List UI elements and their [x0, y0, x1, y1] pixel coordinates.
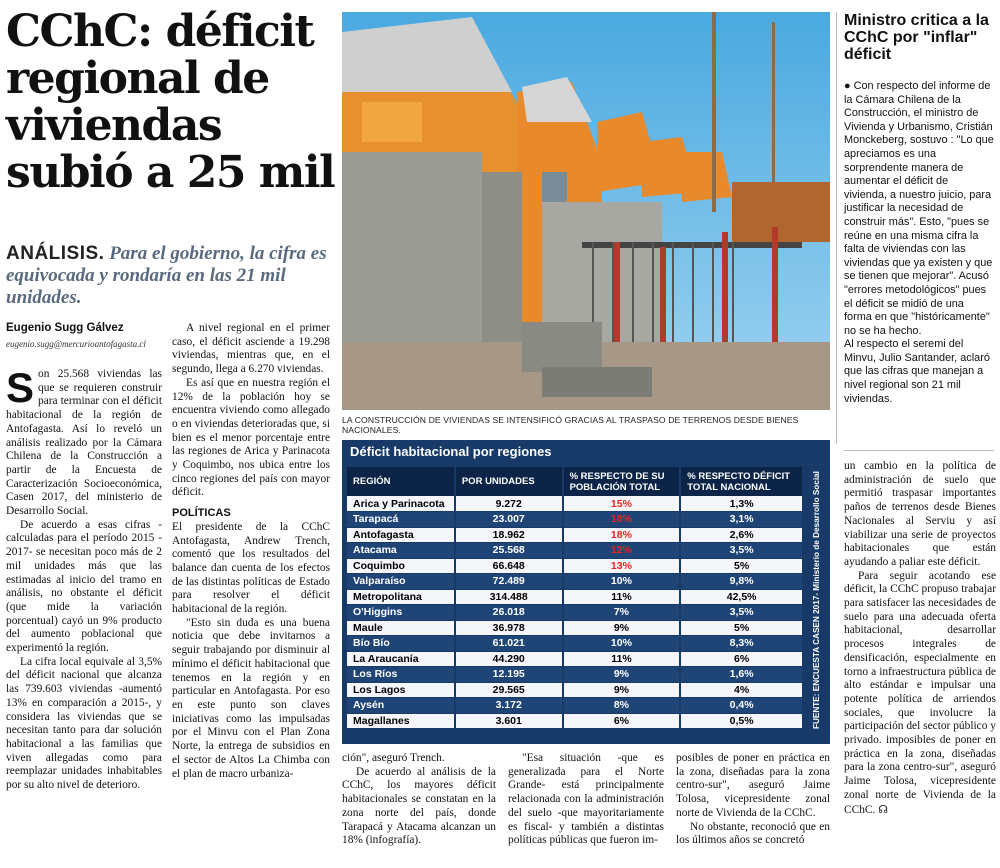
table-cell: 8,3% [680, 636, 803, 652]
table-row [347, 558, 803, 574]
paragraph: El presidente de la CChC Antofagasta, Andrew Trench, comentó que los resultados del balance dan cuenta de los efectos de las distintas políticas de Estado para resolver el déficit habitacional de la región. [172, 520, 330, 616]
table-cell: Magallanes [347, 713, 455, 729]
bullet-icon: ● [844, 80, 851, 92]
table-cell: 25.568 [455, 543, 563, 559]
table-row [347, 512, 803, 528]
drop-cap: S [6, 364, 35, 411]
deficit-table [347, 467, 804, 729]
table-row [347, 682, 803, 698]
table-cell: Arica y Parinacota [347, 496, 455, 512]
deck-label: ANÁLISIS. [6, 243, 105, 264]
sidebar-body [844, 80, 994, 406]
table-cell: Aysén [347, 698, 455, 714]
table-cell: 3,1% [680, 512, 803, 528]
divider [844, 450, 994, 451]
table-row [347, 589, 803, 605]
table-cell: 9,8% [680, 574, 803, 590]
table-row [347, 667, 803, 683]
table-cell: 9% [563, 667, 681, 683]
table-row [347, 605, 803, 621]
table-cell: 7% [563, 605, 681, 621]
table-cell: 5% [680, 558, 803, 574]
deck-text: Para el gobierno, la cifra es equivocada y rondaría en las 21 mil unidades. [6, 243, 327, 308]
table-cell: 12% [563, 543, 681, 559]
table-row [347, 620, 803, 636]
paragraph: on 25.568 viviendas las que se requieren construir para terminar con el déficit habitacional de la región de Antofagasta. Así lo reveló un análisis realizado por la Cámara Chilena de la Construcción a partir de la Encuesta de Caracterización Socioeconómica, Casen 2017, del ministerio de Desarrollo Social. [6, 368, 162, 518]
column-2 [172, 322, 330, 781]
table-cell: 23.007 [455, 512, 563, 528]
sidebar-paragraph: Con respecto del informe de la Cámara Chilena de la Construcción, el ministro de Vivienda y Urbanismo, Cristián Monckeberg, sostuvo : "Lo que apreciamos es una sorprendente manera de aumentar el déficit de vivienda, a nuestro juicio, para justificar la necesidad de construir más". Esto, "pues se reúne en una misma cifra la falta de viviendas con las viviendas que ya existen y que se tienen que mejorar". Acusó "errores metodológicos" pues el déficit se midió de una forma en que "históricamente" no se ha hecho. [844, 80, 994, 337]
table-cell: 3,5% [680, 543, 803, 559]
table-row [347, 543, 803, 559]
table-header-row [347, 467, 803, 496]
table-header: REGIÓN [347, 467, 455, 496]
paragraph: La cifra local equivale al 3,5% del déficit nacional que alcanza las 739.603 viviendas -aumentó 13% en comparación a 2015-, y considera las viviendas que se necesitan tanto para dar solución habitacional a las familias que viven allegadas como para reemplazar unidades inhabitables por su alto nivel de deterioro. [6, 655, 162, 792]
table-cell: 11% [563, 589, 681, 605]
table-cell: 42,5% [680, 589, 803, 605]
paragraph: "Esto sin duda es una buena noticia que debe invitarnos a seguir trabajando por disminuir al mínimo el déficit habitacional que tenemos en la región y en particular en Antofagasta. Por eso en este punto son claves iniciativas como las impulsadas por el Minvu con el Plan Zona Norte, la entrega de subsidios en el sector de Altos La Chimba con el plan de macro urbaniza- [172, 616, 330, 780]
paragraph: A nivel regional en el primer caso, el déficit asciende a 19.298 viviendas, mientras que, en el segundo, llega a 6.270 viviendas. [172, 322, 330, 376]
table-cell: Antofagasta [347, 527, 455, 543]
table-cell: 1,6% [680, 667, 803, 683]
paragraph: ción", aseguró Trench. [342, 752, 445, 764]
paragraph: Para seguir acotando ese déficit, la CChC propuso trabajar para satisfacer las necesidades de suelo para una adecuada oferta habitacional, desarrollar procesos integrales de densificación, especialmente en torno a infraestructura pública de alto estándar e impulsar una potente política de arriendos sociales, que involucre la participación del sector público y privado. imposibles de poner en práctica en la zona, diseñadas para la zona centro-sur", aseguró Jaime Tolosa, vicepresidente zonal norte de Vivienda de la CChC. ☊ [844, 569, 996, 816]
table-cell: 3.601 [455, 713, 563, 729]
table-cell: Los Ríos [347, 667, 455, 683]
subheading: POLÍTICAS [172, 507, 231, 520]
table-cell: 26.018 [455, 605, 563, 621]
column-4 [508, 752, 664, 848]
author-name: Eugenio Sugg Gálvez [6, 322, 124, 334]
photo-caption: LA CONSTRUCCIÓN DE VIVIENDAS SE INTENSIFICÓ GRACIAS AL TRASPASO DE TERRENOS DESDE BIENES NACIONALES. [342, 415, 799, 435]
author-email[interactable]: eugenio.sugg@mercurioantofagasta.cl [6, 339, 146, 349]
table-cell: 3.172 [455, 698, 563, 714]
headline: CChC: déficit regional de viviendas subió a 25 mil [6, 6, 335, 198]
paragraph: un cambio en la política de administración de suelo que permitió traspasar importantes paños de terrenos desde Bienes Nacionales al Serviu y así viabilizar una serie de proyectos habitacionales que están ayudando a paliar este déficit. [844, 460, 996, 568]
paragraph: "Esa situación -que es generalizada para el Norte Grande- está principalmente relacionada con la administración del suelo -que mayoritariamente es fiscal- y también a distintas políticas públicas que fueron im- [508, 752, 664, 847]
table-row [347, 698, 803, 714]
table-cell: 12.195 [455, 667, 563, 683]
table-source: FUENTE: ENCUESTA CASEN 2017- Ministerio de Desarrollo Social [812, 471, 821, 729]
table-cell: Los Lagos [347, 682, 455, 698]
sidebar-title: Ministro critica a la CChC por "inflar" déficit [844, 12, 989, 63]
table-cell: 18% [563, 527, 681, 543]
table-cell: 9.272 [455, 496, 563, 512]
paragraph: De acuerdo al análisis de la CChC, los mayores déficit habitacionales se constatan en la zona norte del país, donde Tarapacá y Atacama alcanzan un 18% (infografía). [342, 765, 496, 847]
table-cell: 2,6% [680, 527, 803, 543]
table-cell: 11% [563, 651, 681, 667]
table-cell: 5% [680, 620, 803, 636]
sidebar-paragraph: Al respecto el seremi del Minvu, Julio Santander, aclaró que las cifras que manejan a nivel regional son 21 mil viviendas. [844, 338, 990, 405]
housing-photo [342, 12, 830, 410]
table-cell: 1,3% [680, 496, 803, 512]
column-1 [6, 364, 162, 793]
table-cell: 0,5% [680, 713, 803, 729]
end-mark-icon: ☊ [878, 802, 888, 816]
table-header: POR UNIDADES [455, 467, 563, 496]
table-cell: 9% [563, 620, 681, 636]
table-row [347, 496, 803, 512]
table-cell: 18% [563, 512, 681, 528]
table-cell: La Araucanía [347, 651, 455, 667]
table-cell: 10% [563, 636, 681, 652]
table-cell: 29.565 [455, 682, 563, 698]
table-cell: 10% [563, 574, 681, 590]
table-title: Déficit habitacional por regiones [350, 444, 552, 459]
table-cell: O'Higgins [347, 605, 455, 621]
table-cell: Coquimbo [347, 558, 455, 574]
table-cell: 0,4% [680, 698, 803, 714]
table-cell: Valparaíso [347, 574, 455, 590]
table-cell: Maule [347, 620, 455, 636]
table-row [347, 574, 803, 590]
table-cell: 18.962 [455, 527, 563, 543]
column-6 [844, 460, 996, 817]
divider [836, 12, 837, 444]
paragraph: posibles de poner en práctica en la zona, diseñadas para la zona centro-sur", aseguró Jaime Tolosa, vicepresidente zonal norte de Vivienda de la CChC. [676, 752, 830, 819]
deficit-table-infographic [342, 440, 830, 744]
column-3 [342, 752, 496, 848]
column-5 [676, 752, 830, 848]
table-cell: 13% [563, 558, 681, 574]
table-row [347, 713, 803, 729]
table-cell: Bío Bío [347, 636, 455, 652]
table-row [347, 636, 803, 652]
table-cell: 15% [563, 496, 681, 512]
paragraph: De acuerdo a esas cifras -calculadas para el período 2015 - 2017- se necesitan poco más de 2 mil unidades más que las estimadas al inicio del tramo en análisis, no obstante el déficit (que mide la variación porcentual) cayó un 9% producto del aumento poblacional que experimentó la región. [6, 518, 162, 655]
table-cell: 72.489 [455, 574, 563, 590]
table-cell: 6% [563, 713, 681, 729]
table-cell: 44.290 [455, 651, 563, 667]
table-cell: Atacama [347, 543, 455, 559]
deck [6, 243, 328, 309]
table-cell: Tarapacá [347, 512, 455, 528]
table-row [347, 527, 803, 543]
table-cell: 61.021 [455, 636, 563, 652]
table-cell: 6% [680, 651, 803, 667]
table-cell: 8% [563, 698, 681, 714]
table-cell: Metropolitana [347, 589, 455, 605]
table-row [347, 651, 803, 667]
paragraph: No obstante, reconoció que en los últimos años se concretó [676, 820, 830, 847]
table-cell: 314.488 [455, 589, 563, 605]
table-header: % RESPECTO DÉFICIT TOTAL NACIONAL [680, 467, 803, 496]
table-cell: 9% [563, 682, 681, 698]
table-cell: 36.978 [455, 620, 563, 636]
paragraph: Es así que en nuestra región el 12% de la población hoy se encuentra viviendo como allegado o en viviendas deterioradas que, si bien es el menor porcentaje entre las regiones de Arica y Parinacota y Coquimbo, nos ubica entre los cinco regiones del país con mayor déficit. [172, 376, 330, 499]
table-cell: 3,5% [680, 605, 803, 621]
table-header: % RESPECTO DE SU POBLACIÓN TOTAL [563, 467, 681, 496]
table-cell: 4% [680, 682, 803, 698]
table-cell: 66.648 [455, 558, 563, 574]
